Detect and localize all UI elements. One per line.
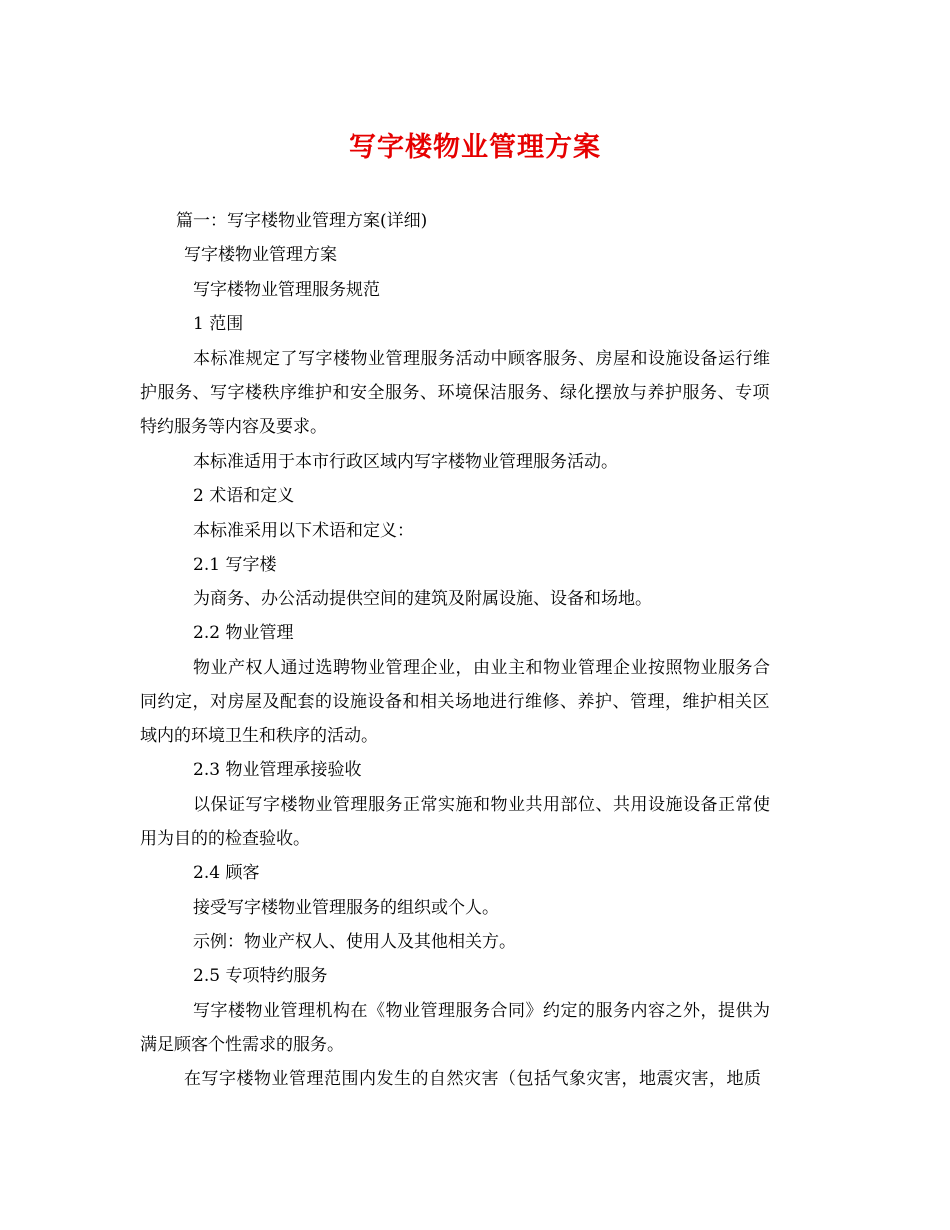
doc-line: 用为目的的检查验收。 bbox=[140, 829, 310, 849]
doc-line: 本标准适用于本市行政区域内写字楼物业管理服务活动。 bbox=[193, 452, 618, 472]
document-title: 写字楼物业管理方案 bbox=[349, 132, 601, 163]
doc-line: 以保证写字楼物业管理服务正常实施和物业共用部位、共用设施设备正常使 bbox=[193, 795, 771, 815]
doc-line: 示例：物业产权人、使用人及其他相关方。 bbox=[193, 932, 516, 952]
doc-line: 1 范围 bbox=[193, 314, 244, 334]
doc-line: 在写字楼物业管理范围内发生的自然灾害（包括气象灾害，地震灾害，地质 bbox=[184, 1069, 762, 1089]
doc-line: 本标准规定了写字楼物业管理服务活动中顾客服务、房屋和设施设备运行维 bbox=[193, 349, 771, 369]
doc-line: 接受写字楼物业管理服务的组织或个人。 bbox=[193, 898, 499, 918]
doc-line: 2.3 物业管理承接验收 bbox=[193, 760, 362, 780]
doc-line: 篇一：写字楼物业管理方案(详细) bbox=[176, 211, 428, 231]
doc-line: 特约服务等内容及要求。 bbox=[140, 417, 327, 437]
doc-line: 写字楼物业管理服务规范 bbox=[193, 280, 380, 300]
doc-line: 本标准采用以下术语和定义： bbox=[193, 521, 414, 541]
doc-line: 2 术语和定义 bbox=[193, 486, 295, 506]
doc-line: 写字楼物业管理方案 bbox=[184, 245, 337, 265]
doc-line: 2.1 写字楼 bbox=[193, 555, 277, 575]
doc-line: 2.4 顾客 bbox=[193, 863, 260, 883]
doc-line: 2.5 专项特约服务 bbox=[193, 966, 328, 986]
doc-line: 域内的环境卫生和秩序的活动。 bbox=[140, 726, 378, 746]
doc-line: 满足顾客个性需求的服务。 bbox=[140, 1035, 344, 1055]
doc-line: 物业产权人通过选聘物业管理企业，由业主和物业管理企业按照物业服务合 bbox=[193, 658, 771, 678]
doc-line: 同约定，对房屋及配套的设施设备和相关场地进行维修、养护、管理，维护相关区 bbox=[140, 692, 770, 712]
doc-line: 写字楼物业管理机构在《物业管理服务合同》约定的服务内容之外，提供为 bbox=[193, 1001, 771, 1021]
doc-line: 为商务、办公活动提供空间的建筑及附属设施、设备和场地。 bbox=[193, 589, 652, 609]
doc-line: 护服务、写字楼秩序维护和安全服务、环境保洁服务、绿化摆放与养护服务、专项 bbox=[140, 383, 770, 403]
doc-line: 2.2 物业管理 bbox=[193, 623, 294, 643]
